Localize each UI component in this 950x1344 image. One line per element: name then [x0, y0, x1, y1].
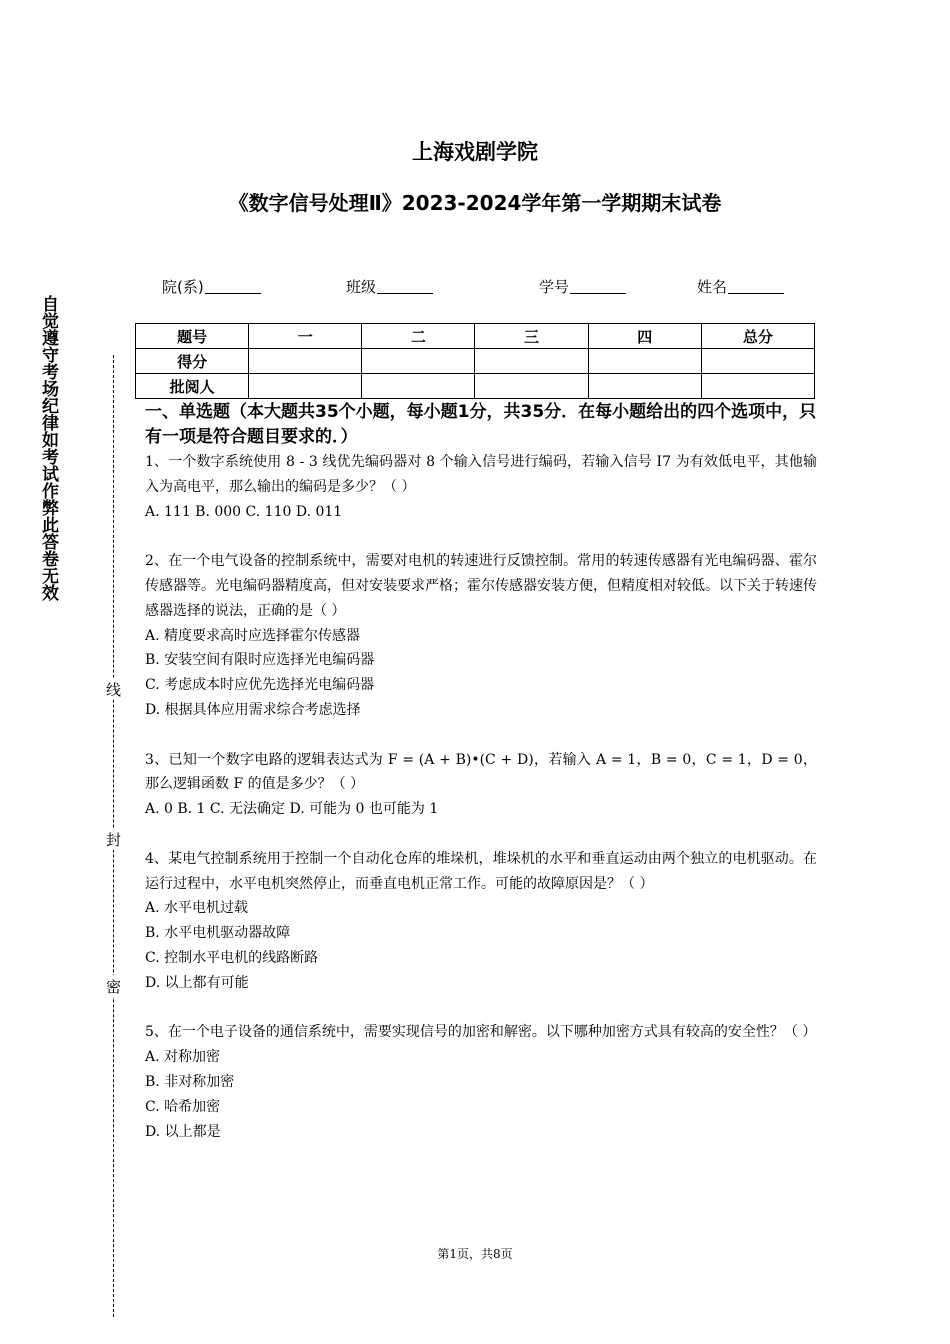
name-label: 姓名	[697, 278, 728, 296]
question-option[interactable]: A. 水平电机过载	[145, 900, 249, 917]
score-col-header: 题号	[136, 324, 249, 349]
exam-content	[145, 400, 817, 1144]
margin-warning: 自觉遵守考场纪律如考试作弊此答卷无效	[38, 295, 58, 601]
question-4	[145, 847, 817, 996]
seal-char-secret: 密	[104, 975, 124, 997]
score-cell[interactable]	[362, 349, 475, 374]
class-blank[interactable]	[377, 277, 433, 294]
student-id-label: 学号	[539, 278, 570, 296]
department-blank[interactable]	[205, 277, 261, 294]
question-option[interactable]: B. 非对称加密	[145, 1073, 235, 1090]
student-info-row	[0, 276, 950, 300]
question-option[interactable]: C. 考虑成本时应优先选择光电编码器	[145, 677, 375, 694]
name-field[interactable]	[697, 276, 784, 297]
department-field[interactable]	[162, 276, 261, 297]
score-col-header: 三	[475, 324, 588, 349]
grader-cell[interactable]	[475, 374, 588, 399]
question-stem: 4、某电气控制系统用于控制一个自动化仓库的堆垛机，堆垛机的水平和垂直运动由两个独立的电机驱动。在运行过程中，水平电机突然停止，而垂直电机正常工作。可能的故障原因是？（ ）	[145, 850, 817, 892]
school-name: 上海戏剧学院	[412, 140, 538, 164]
question-option[interactable]: B. 安装空间有限时应选择光电编码器	[145, 652, 375, 669]
score-col-header: 二	[362, 324, 475, 349]
grader-cell[interactable]	[362, 374, 475, 399]
question-5	[145, 1020, 817, 1144]
name-blank[interactable]	[728, 277, 784, 294]
department-label: 院(系)	[162, 278, 204, 296]
question-2	[145, 549, 817, 723]
score-row-label: 得分	[136, 349, 249, 374]
grader-cell[interactable]	[588, 374, 701, 399]
score-cell[interactable]	[249, 349, 362, 374]
question-stem: 3、已知一个数字电路的逻辑表达式为 F = (A + B)•(C + D)，若输入 A = 1，B = 0，C = 1，D = 0，那么逻辑函数 F 的值是多少？（ ）	[145, 751, 817, 793]
question-1	[145, 450, 817, 524]
question-3	[145, 748, 817, 822]
question-option[interactable]: D. 根据具体应用需求综合考虑选择	[145, 701, 361, 718]
score-cell[interactable]	[588, 349, 701, 374]
question-option[interactable]: C. 控制水平电机的线路断路	[145, 949, 319, 966]
grader-row-label: 批阅人	[136, 374, 249, 399]
class-field[interactable]	[346, 276, 433, 297]
question-stem: 1、一个数字系统使用 8 - 3 线优先编码器对 8 个输入信号进行编码，若输入信号 I7 为有效低电平，其他输入为高电平，那么输出的编码是多少？（ ）	[145, 454, 817, 495]
student-id-blank[interactable]	[570, 277, 626, 294]
seal-char-line: 线	[104, 678, 124, 700]
question-option[interactable]: A. 精度要求高时应选择霍尔传感器	[145, 627, 361, 644]
section-heading: 一、单选题（本大题共35个小题，每小题1分，共35分．在每小题给出的四个选项中，只有一项是符合题目要求的．）	[145, 402, 817, 447]
class-label: 班级	[346, 278, 377, 296]
question-option[interactable]: C. 哈希加密	[145, 1098, 221, 1115]
question-stem: 5、在一个电子设备的通信系统中，需要实现信号的加密和解密。以下哪种加密方式具有较高的安全性？（ ）	[145, 1024, 817, 1041]
question-option[interactable]: B. 水平电机驱动器故障	[145, 925, 291, 942]
grader-row	[136, 374, 815, 399]
score-row	[136, 349, 815, 374]
student-id-field[interactable]	[539, 276, 626, 297]
score-col-header: 四	[588, 324, 701, 349]
score-cell[interactable]	[701, 349, 814, 374]
score-cell[interactable]	[475, 349, 588, 374]
question-option[interactable]: A. 0 B. 1 C. 无法确定 D. 可能为 0 也可能为 1	[145, 801, 439, 818]
question-option[interactable]: D. 以上都有可能	[145, 974, 249, 991]
question-stem: 2、在一个电气设备的控制系统中，需要对电机的转速进行反馈控制。常用的转速传感器有光电编码器、霍尔传感器等。光电编码器精度高，但对安装要求严格；霍尔传感器安装方便，但精度相对较低。以下关于转速传感器选择的说法，正确的是（ ）	[145, 553, 817, 619]
score-col-header: 总分	[701, 324, 814, 349]
score-col-header: 一	[249, 324, 362, 349]
exam-title: 《数字信号处理Ⅱ》2023-2024学年第一学期期末试卷	[228, 191, 722, 215]
score-table-header	[136, 324, 815, 349]
score-table	[135, 323, 815, 399]
grader-cell[interactable]	[701, 374, 814, 399]
page-footer: 第1页，共8页	[437, 1247, 513, 1261]
grader-cell[interactable]	[249, 374, 362, 399]
question-option[interactable]: A. 对称加密	[145, 1049, 221, 1066]
question-option[interactable]: D. 以上都是	[145, 1123, 221, 1140]
seal-char-seal: 封	[104, 828, 124, 850]
question-option[interactable]: A. 111 B. 000 C. 110 D. 011	[145, 503, 343, 520]
